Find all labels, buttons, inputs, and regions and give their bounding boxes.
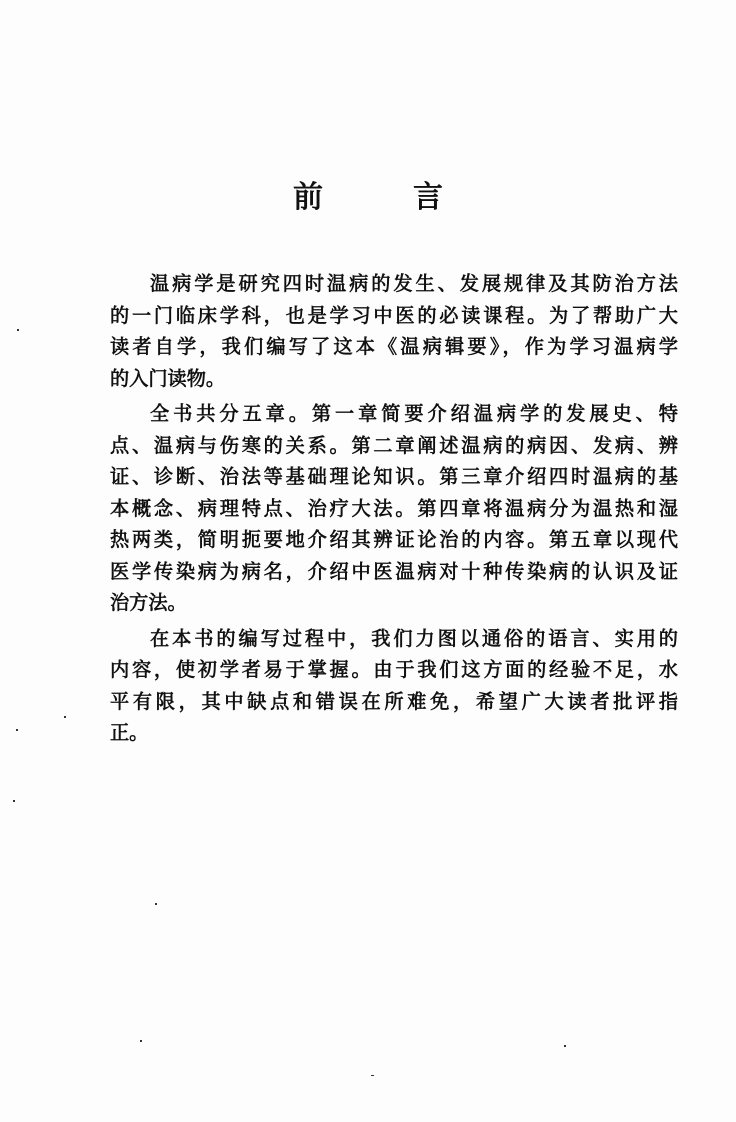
scan-speck bbox=[13, 800, 15, 802]
scan-speck bbox=[371, 1075, 374, 1076]
text-line: 证、诊断、治法等基础理论知识。第三章介绍四时温病的基 bbox=[110, 465, 678, 488]
text-line: 全书共分五章。第一章简要介绍温病学的发展史、特 bbox=[150, 402, 678, 425]
paragraph-1 bbox=[110, 268, 678, 394]
text-line: 内容，使初学者易于掌握。由于我们这方面的经验不足，水 bbox=[110, 658, 678, 681]
text-line: 在本书的编写过程中，我们力图以通俗的语言、实用的 bbox=[150, 626, 678, 650]
text-line: 点、温病与伤寒的关系。第二章阐述温病的病因、发病、辨 bbox=[110, 433, 678, 457]
text-line: 热两类，简明扼要地介绍其辨证论治的内容。第五章以现代 bbox=[110, 528, 678, 551]
paragraph-3 bbox=[110, 623, 678, 749]
text-line: 平有限，其中缺点和错误在所难免，希望广大读者批评指 bbox=[110, 689, 678, 713]
text-line: 治方法。 bbox=[110, 591, 187, 614]
scan-speck bbox=[140, 1040, 142, 1042]
text-line: 读者自学，我们编写了这本《温病辑要》，作为学习温病学 bbox=[110, 335, 678, 358]
text-line: 的一门临床学科，也是学习中医的必读课程。为了帮助广大 bbox=[110, 303, 678, 327]
scan-speck bbox=[64, 716, 66, 718]
text-line: 正。 bbox=[110, 721, 149, 744]
text-line: 医学传染病为病名，介绍中医温病对十种传染病的认识及证 bbox=[110, 559, 678, 583]
title-char-2: 言 bbox=[413, 180, 443, 215]
scan-speck bbox=[16, 729, 18, 731]
text-line: 的入门读物。 bbox=[110, 366, 226, 390]
scan-speck bbox=[17, 329, 19, 331]
scan-speck bbox=[564, 1045, 566, 1047]
scan-speck bbox=[155, 903, 157, 905]
text-line: 本概念、病理特点、治疗大法。第四章将温病分为温热和湿 bbox=[110, 496, 678, 520]
title-char-1: 前 bbox=[293, 180, 323, 215]
page-title bbox=[0, 172, 736, 216]
paragraph-2 bbox=[110, 398, 678, 619]
preface-body bbox=[110, 268, 678, 749]
text-line: 温病学是研究四时温病的发生、发展规律及其防治方法 bbox=[150, 272, 678, 295]
